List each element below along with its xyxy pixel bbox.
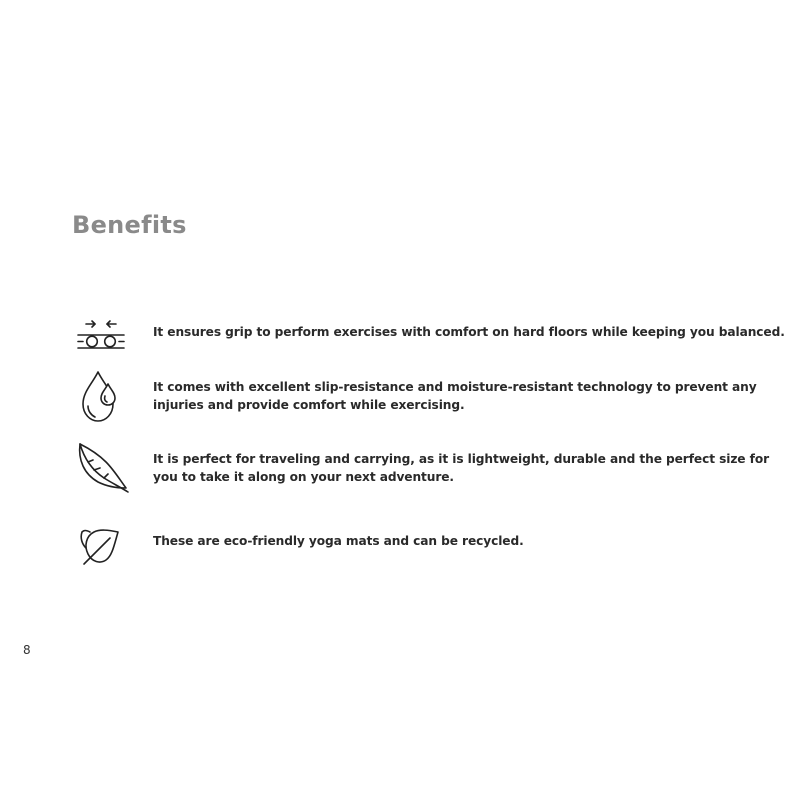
feather-icon [70, 440, 132, 496]
benefit-text: It is perfect for traveling and carrying, as it is lightweight, durable and the perfect size for you to take it along on your next adventure. [153, 452, 770, 484]
benefit-text: It comes with excellent slip-resistance and moisture-resistant technology to prevent any injuries and provide comfort while exercising. [153, 380, 757, 412]
benefit-text: These are eco-friendly yoga mats and can be recycled. [153, 534, 524, 548]
leaf-icon [70, 518, 132, 574]
grip-compression-icon [70, 310, 132, 366]
page-title: Benefits [72, 211, 187, 239]
page-number: 8 [23, 643, 31, 657]
water-drops-icon [70, 368, 132, 424]
benefit-text: It ensures grip to perform exercises with comfort on hard floors while keeping you balanced. [153, 325, 785, 339]
